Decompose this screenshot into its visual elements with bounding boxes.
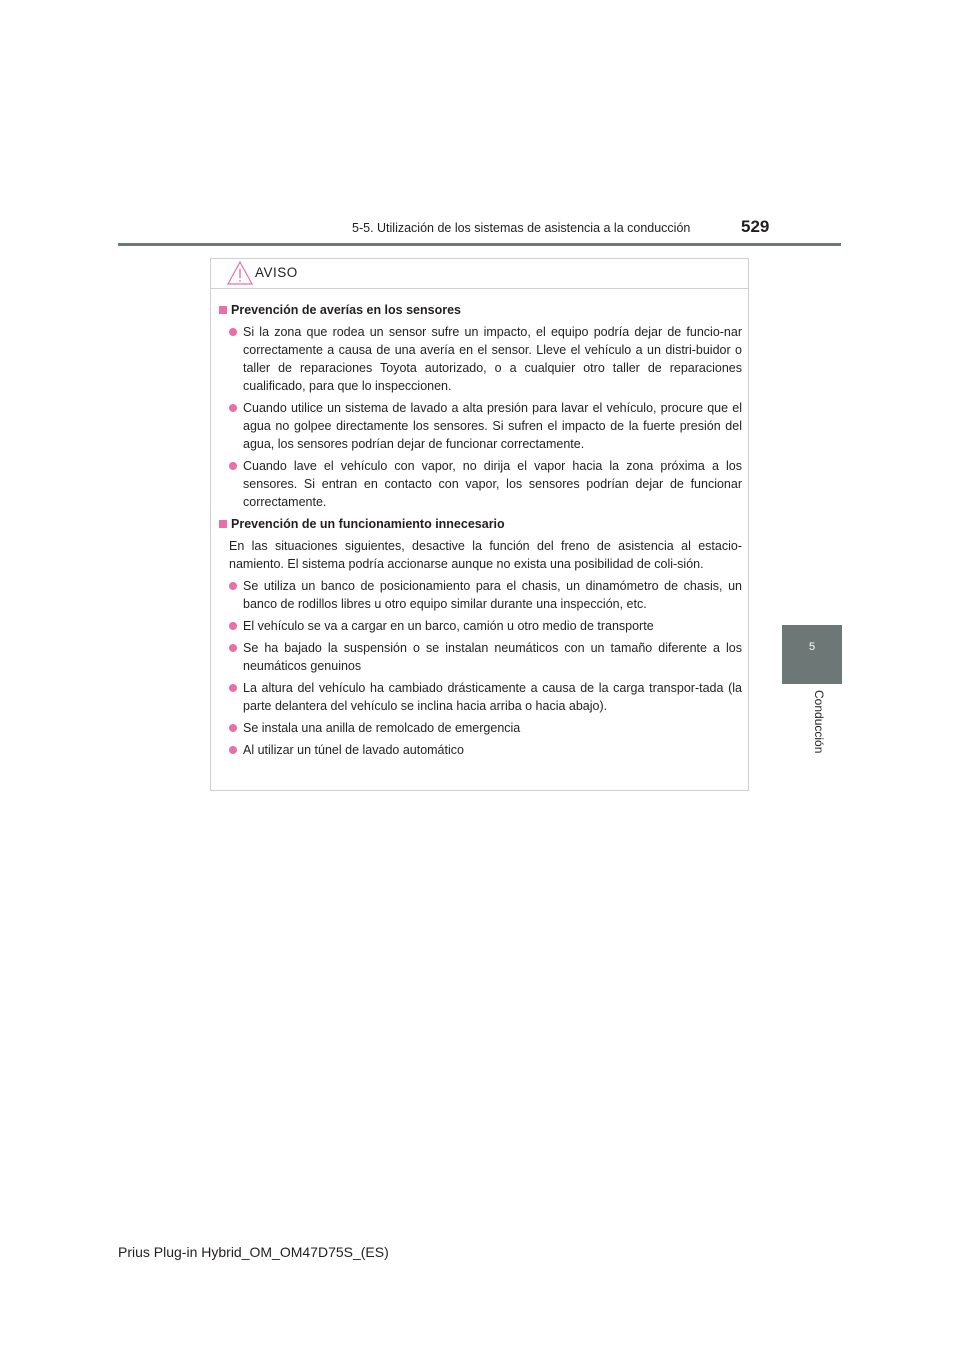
header-rule	[118, 243, 841, 246]
circle-bullet-icon	[229, 404, 237, 412]
section-heading-text: Prevención de un funcionamiento innecesario	[231, 517, 505, 531]
circle-bullet-icon	[229, 622, 237, 630]
circle-bullet-icon	[229, 582, 237, 590]
circle-bullet-icon	[229, 746, 237, 754]
list-item-text: La altura del vehículo ha cambiado drásticamente a causa de la carga transpor-tada (la parte delantera del vehículo se inclina hacia arriba o hacia abajo).	[243, 681, 742, 713]
chapter-label: Conducción	[812, 690, 826, 754]
warning-header	[211, 259, 748, 289]
list-item	[229, 639, 742, 675]
list-item	[229, 617, 742, 635]
list-item	[229, 323, 742, 395]
list-item-text: Si la zona que rodea un sensor sufre un impacto, el equipo podría dejar de funcio-nar correctamente a causa de una avería en el sensor. Lleve el vehículo a un distri-buidor o taller de reparaciones Toyota autorizado, o a cualquier otro taller de reparaciones cualificado, para que lo inspeccionen.	[243, 325, 742, 393]
circle-bullet-icon	[229, 724, 237, 732]
list-item	[229, 741, 742, 759]
list-item	[229, 399, 742, 453]
warning-box	[210, 258, 749, 791]
list-item-text: Al utilizar un túnel de lavado automático	[243, 743, 464, 757]
circle-bullet-icon	[229, 328, 237, 336]
warning-body	[211, 289, 748, 759]
list-item	[229, 577, 742, 613]
circle-bullet-icon	[229, 644, 237, 652]
warning-title: AVISO	[255, 265, 298, 280]
list-item	[229, 719, 742, 737]
list-item-text: Se instala una anilla de remolcado de emergencia	[243, 721, 521, 735]
section-heading	[219, 301, 742, 319]
square-bullet-icon	[219, 306, 227, 314]
section-heading	[219, 515, 742, 533]
list-item-text: Cuando lave el vehículo con vapor, no dirija el vapor hacia la zona próxima a los sensores. Si entran en contacto con vapor, los sensores podrían dejar de funcionar correctamente.	[243, 459, 742, 509]
square-bullet-icon	[219, 520, 227, 528]
circle-bullet-icon	[229, 462, 237, 470]
list-item-text: Se ha bajado la suspensión o se instalan neumáticos con un tamaño diferente a los neumáticos genuinos	[243, 641, 742, 673]
circle-bullet-icon	[229, 684, 237, 692]
footer-document-id: Prius Plug-in Hybrid_OM_OM47D75S_(ES)	[118, 1244, 389, 1260]
list-item-text: Cuando utilice un sistema de lavado a alta presión para lavar el vehículo, procure que el agua no golpee directamente los sensores. Si sufren el impacto de la fuerte presión del agua, los sensores podrían dejar de funcionar correctamente.	[243, 401, 742, 451]
list-item	[229, 679, 742, 715]
section-heading-text: Prevención de averías en los sensores	[231, 303, 461, 317]
section-intro: En las situaciones siguientes, desactive la función del freno de asistencia al estacio-namiento. El sistema podría accionarse aunque no exista una posibilidad de coli-sión.	[229, 539, 742, 571]
chapter-tab: 5	[782, 625, 842, 684]
warning-triangle-icon	[227, 261, 253, 285]
header-section-title: 5-5. Utilización de los sistemas de asistencia a la conducción	[352, 221, 691, 235]
page-number: 529	[741, 217, 770, 236]
list-item	[229, 457, 742, 511]
list-item-text: Se utiliza un banco de posicionamiento para el chasis, un dinamómetro de chasis, un banco de rodillos libres u otro equipo similar durante una inspección, etc.	[243, 579, 742, 611]
list-item-text: El vehículo se va a cargar en un barco, camión u otro medio de transporte	[243, 619, 654, 633]
